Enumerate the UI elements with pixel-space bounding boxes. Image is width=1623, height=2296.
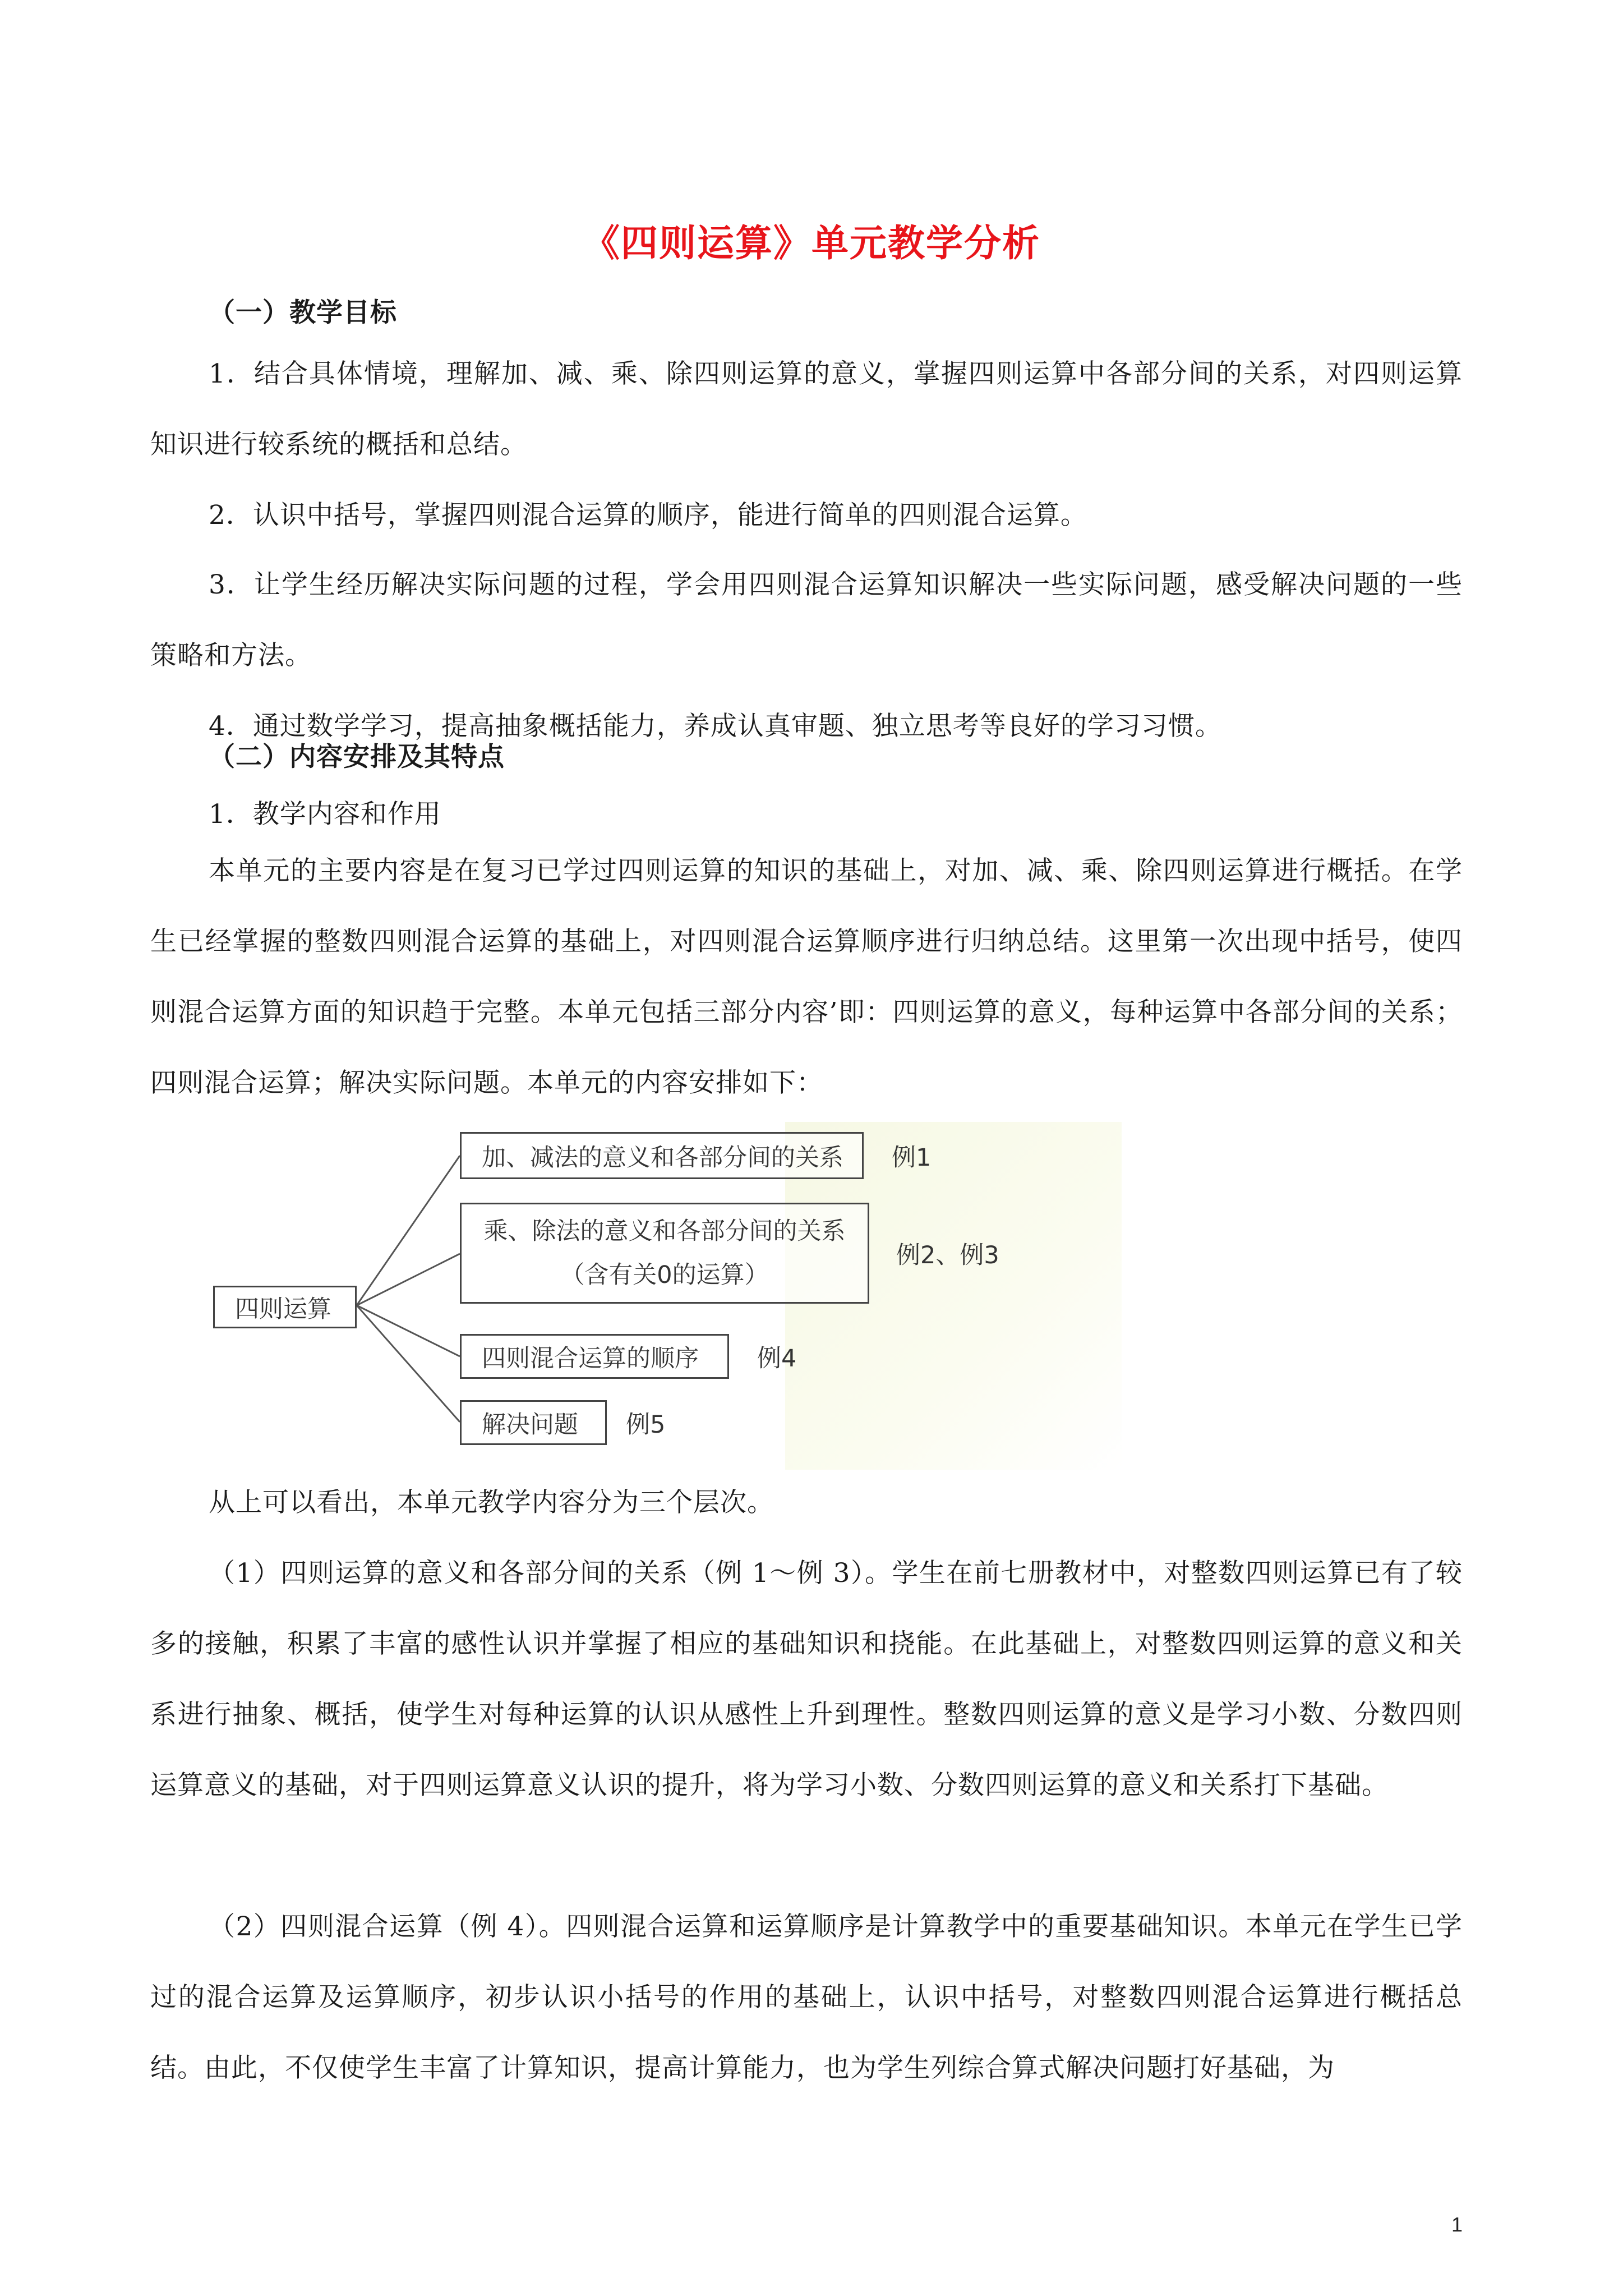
- diagram-branch-mixed-order: 四则混合运算的顺序: [460, 1334, 729, 1379]
- diagram-branch-multiply-divide-line1: 乘、除法的意义和各部分间的关系: [483, 1217, 846, 1245]
- diagram-branch-add-subtract: 加、减法的意义和各部分间的关系: [460, 1132, 864, 1179]
- diagram-branch-multiply-divide: [460, 1203, 869, 1304]
- content-structure-diagram: [213, 1116, 1122, 1481]
- section-heading-teaching-goals: （一）教学目标: [209, 297, 397, 328]
- diagram-root-box: 四则运算: [213, 1286, 357, 1328]
- content-paragraph-2: 从上可以看出，本单元教学内容分为三个层次。: [209, 1487, 774, 1518]
- diagram-example-4: 例4: [757, 1345, 797, 1373]
- goal-paragraph-1: 1．结合具体情境，理解加、减、乘、除四则运算的意义，掌握四则运算中各部分间的关系，对四则运算知识进行较系统的概括和总结。: [150, 358, 1463, 460]
- goal-paragraph-2: 2．认识中括号，掌握四则混合运算的顺序，能进行简单的四则混合运算。: [209, 500, 1087, 531]
- content-paragraph-4: （2）四则混合运算（例 4）。四则混合运算和运算顺序是计算教学中的重要基础知识。本单元在学生已学过的混合运算及运算顺序，初步认识小括号的作用的基础上，认识中括号，对整数四则混合运算进行概括总结。由此，不仅使学生丰富了计算知识，提高计算能力，也为学生列综合算式解决问题打好基础，为: [150, 1911, 1463, 2083]
- content-paragraph-3: （1）四则运算的意义和各部分间的关系（例 1～例 3）。学生在前七册教材中，对整数四则运算已有了较多的接触，积累了丰富的感性认识并掌握了相应的基础知识和挠能。在此基础上，对整数四则运算的意义和关系进行抽象、概括，使学生对每种运算的认识从感性上升到理性。整数四则运算的意义是学习小数、分数四则运算意义的基础，对于四则运算意义认识的提升，将为学习小数、分数四则运算的意义和关系打下基础。: [150, 1558, 1463, 1801]
- diagram-example-2-3: 例2、例3: [896, 1241, 999, 1269]
- section-heading-content-arrangement: （二）内容安排及其特点: [209, 742, 505, 772]
- diagram-branch-problem-solving: 解决问题: [460, 1400, 607, 1445]
- diagram-example-5: 例5: [626, 1411, 666, 1439]
- subheading-content-and-role: 1．教学内容和作用: [209, 799, 441, 830]
- goal-paragraph-3: 3．让学生经历解决实际问题的过程，学会用四则混合运算知识解决一些实际问题，感受解决问题的一些策略和方法。: [150, 569, 1463, 671]
- content-paragraph-1: 本单元的主要内容是在复习已学过四则运算的知识的基础上，对加、减、乘、除四则运算进行概括。在学生已经掌握的整数四则混合运算的基础上，对四则混合运算顺序进行归纳总结。这里第一次出现中括号，使四则混合运算方面的知识趋于完整。本单元包括三部分内容’即：四则运算的意义，每种运算中各部分间的关系；四则混合运算；解决实际问题。本单元的内容安排如下：: [150, 855, 1463, 1098]
- diagram-example-1: 例1: [892, 1144, 932, 1172]
- page-number: 1: [1451, 2213, 1463, 2236]
- diagram-branch-multiply-divide-line2: （含有关0的运算）: [560, 1261, 769, 1289]
- document-title: 《四则运算》单元教学分析: [583, 222, 1040, 265]
- goal-paragraph-4: 4．通过数学学习，提高抽象概括能力，养成认真审题、独立思考等良好的学习习惯。: [209, 711, 1222, 742]
